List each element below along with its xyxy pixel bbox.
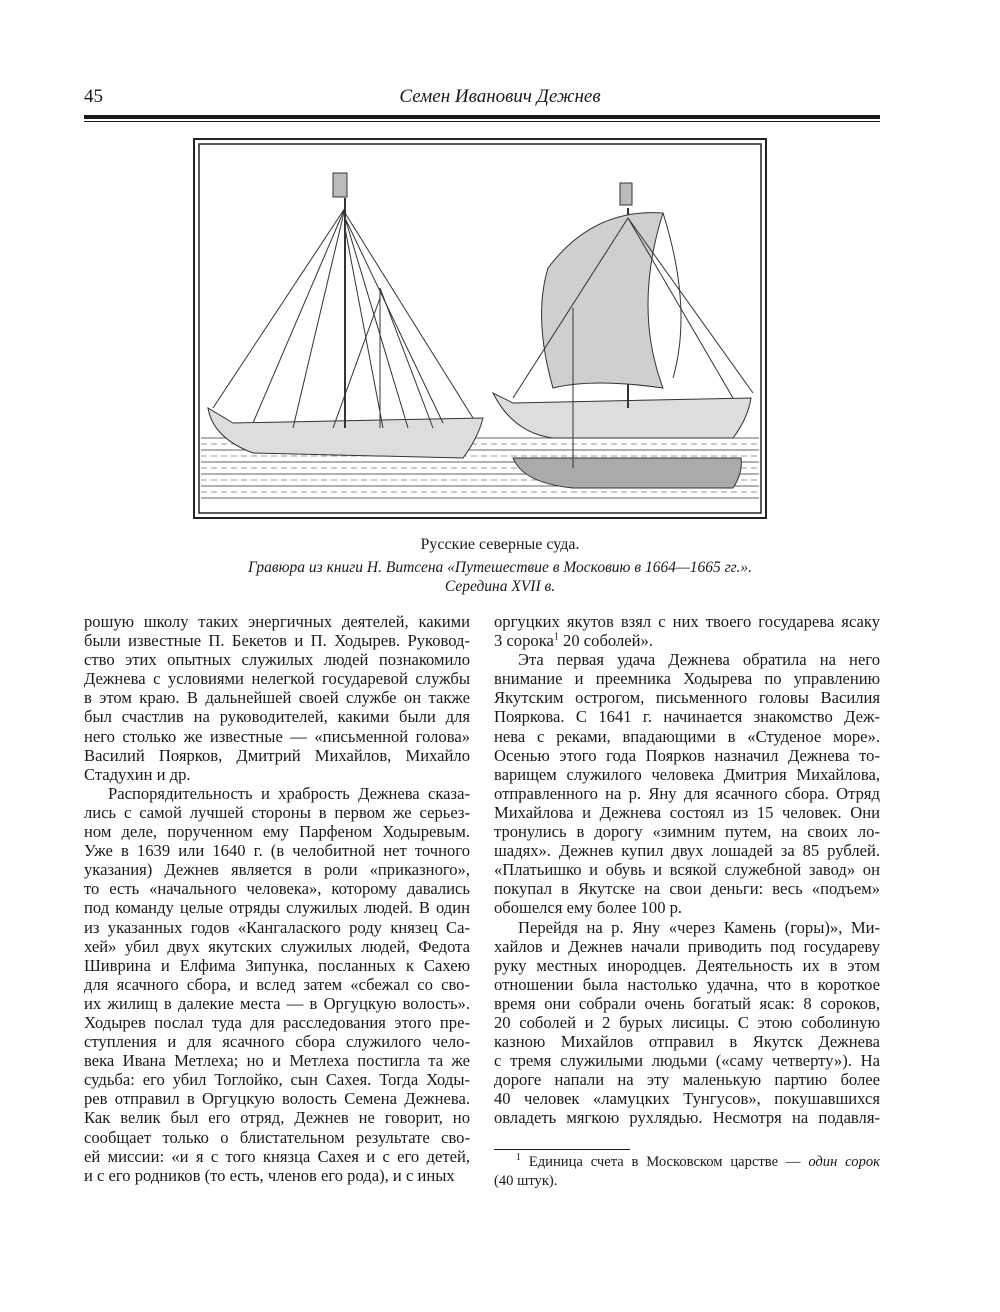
text-line: руку местных инородцев. Деятельность их в этом: [494, 955, 880, 975]
text-line: указания) Дежнев является в роли «приказного»,: [84, 860, 470, 880]
footnote-italic-text: один сорок: [808, 1154, 880, 1170]
text-line: него столько же известные — «письменной голова»: [84, 726, 470, 746]
text-line: 20 соболей и 2 бурых лисицы. С этою соболиную: [494, 1012, 880, 1032]
footnote-marker: 1: [516, 1152, 521, 1164]
text-line: варищем служилого человека Дмитрия Михайлова,: [494, 764, 880, 784]
header-rule-thick: [84, 115, 880, 119]
text-line: внимание и преемника Ходырева по управлению: [494, 669, 880, 689]
footnote-text: Единица счета в Московском царстве —: [521, 1154, 809, 1170]
text-line: были известные П. Бекетов и П. Ходырев. Руковод-: [84, 631, 470, 651]
text-line: ном деле, порученном ему Парфеном Ходыревым.: [84, 822, 470, 842]
text-line: Перейдя на р. Яну «через Камень (горы)», Ми-: [518, 917, 880, 937]
footnote-reference[interactable]: 1: [553, 631, 559, 643]
running-title: Семен Иванович Дежнев: [399, 86, 601, 107]
text-line: из указанных годов «Кангалаского роду князец Са-: [84, 917, 470, 937]
text-line: их жилищ в далекие места — в Оргуцкую волость».: [84, 993, 470, 1013]
figure-caption-title: Русские северные суда.: [420, 536, 580, 553]
text-line: Пояркова. С 1641 г. начинается знакомство Деж-: [494, 707, 880, 727]
text-line: овладеть мягкою рухлядью. Несмотря на подавля-: [494, 1108, 880, 1128]
text-line: покупал в Якутске на свои деньги: весь «подъем»: [494, 879, 880, 899]
text-line: судьба: его убил Тоглойко, сын Сахея. Тогда Ходы-: [84, 1070, 470, 1090]
text-line: время они собрали очень богатый ясак: 8 сороков,: [494, 993, 880, 1013]
footnote-line: (40 штук).: [494, 1173, 558, 1190]
text-line: и с его родников (то есть, членов его рода), и с иных: [84, 1165, 455, 1185]
text-line: Якутским острогом, письменного головы Василия: [494, 688, 880, 708]
text-line: хей» убил двух якутских служилых людей, Федота: [84, 936, 470, 956]
text-line: рев отправил в Оргуцкую волость Семена Дежнева.: [84, 1089, 470, 1109]
text-line: Василий Поярков, Дмитрий Михайлов, Михайло: [84, 745, 470, 765]
text-line: с тремя служилыми людьми («саму четверту»). На: [494, 1051, 880, 1071]
text-line: Как велик был его отряд, Дежнев не говорит, но: [84, 1108, 470, 1128]
text-line: для ясачного сбора, и вслед затем «сбежал со сво-: [84, 974, 470, 994]
text-line: оргуцких якутов взял с них твоего государева ясаку: [494, 612, 880, 631]
text-line: отправленного на р. Яну для ясачного сбора. Отряд: [494, 783, 880, 803]
text-line: Шиврина и Елфима Зипунка, посланных к Сахею: [84, 955, 470, 975]
text-line: отношении была настолько удачна, что в короткое: [494, 974, 880, 994]
text-line: Уже в 1639 или 1640 г. (в челобитной нет точного: [84, 841, 470, 861]
text-segment: 20 соболей».: [558, 631, 653, 651]
text-line: нева с реками, впадающими в «Студеное море».: [494, 726, 880, 746]
ships-engraving: [193, 138, 767, 519]
text-line: обошелся ему более 100 р.: [494, 898, 683, 918]
figure-caption-source: Гравюра из книги Н. Витсена «Путешествие в Московию в 1664—1665 гг.».: [247, 559, 753, 576]
text-line: «Платьишко и обувь и всякой служебной завод» он: [494, 860, 880, 880]
text-line: ей миссии: «и я с того князца Сахея и с его детей,: [84, 1146, 470, 1166]
text-line: рошую школу таких энергичных деятелей, какими: [84, 612, 470, 631]
page-number: 45: [84, 86, 103, 107]
figure-caption-date: Середина XVII в.: [444, 578, 556, 595]
text-line: ступления и для ясачного сбора служилого чело-: [84, 1032, 470, 1052]
text-line: то есть «начального человека», которому давались: [84, 879, 470, 899]
text-line: Михайлова и Дежнева состоял из 15 человек. Они: [494, 802, 880, 822]
header-rule-thin: [84, 121, 880, 122]
text-line: в этом краю. В дальнейшей своей службе он также: [84, 688, 470, 708]
text-line: тронулись в дорогу «зимним путем, на своих ло-: [494, 822, 880, 842]
text-line: шадях». Дежнев купил двух лошадей за 85 рублей.: [494, 841, 880, 861]
text-line: казною Михайлов отправил в Якутск Дежнева: [494, 1032, 880, 1052]
text-segment: 3 сорока: [494, 631, 554, 651]
text-line: Эта первая удача Дежнева обратила на него: [518, 650, 880, 670]
text-line: 40 человек «ламуцких Тунгусов», покушавшихся: [494, 1089, 880, 1109]
text-line: был счастлив на руководителей, какими были для: [84, 707, 470, 727]
text-line: хайлов и Дежнев начали приводить под государеву: [494, 936, 880, 956]
footnote-rule: [494, 1149, 630, 1150]
text-line: Стадухин и др.: [84, 764, 191, 784]
text-line: Распорядительность и храбрость Дежнева сказа-: [108, 783, 470, 803]
text-line: лись с самой лучшей стороны в первом же серьез-: [84, 802, 470, 822]
text-line: [494, 631, 880, 650]
footnote-line: [494, 1154, 880, 1173]
text-line: ство этих опытных служилых людей познакомило: [84, 650, 470, 670]
footnote: [494, 1154, 880, 1190]
text-line: дороге напали на эту маленькую партию более: [494, 1070, 880, 1090]
text-line: Дежнева с условиями нелегкой государевой службы: [84, 669, 470, 689]
text-column-right: [494, 612, 880, 1128]
text-column-left: [84, 612, 470, 1185]
text-line: под команду целые отряды служилых людей. В один: [84, 898, 470, 918]
text-line: Осенью этого года Поярков назначил Дежнева то-: [494, 745, 880, 765]
text-line: века Ивана Метлеха; но и Метлеха постигла та же: [84, 1051, 470, 1071]
text-line: сообщает только о блистательном результате сво-: [84, 1127, 470, 1147]
text-line: Ходырев послал туда для расследования этого пре-: [84, 1012, 470, 1032]
